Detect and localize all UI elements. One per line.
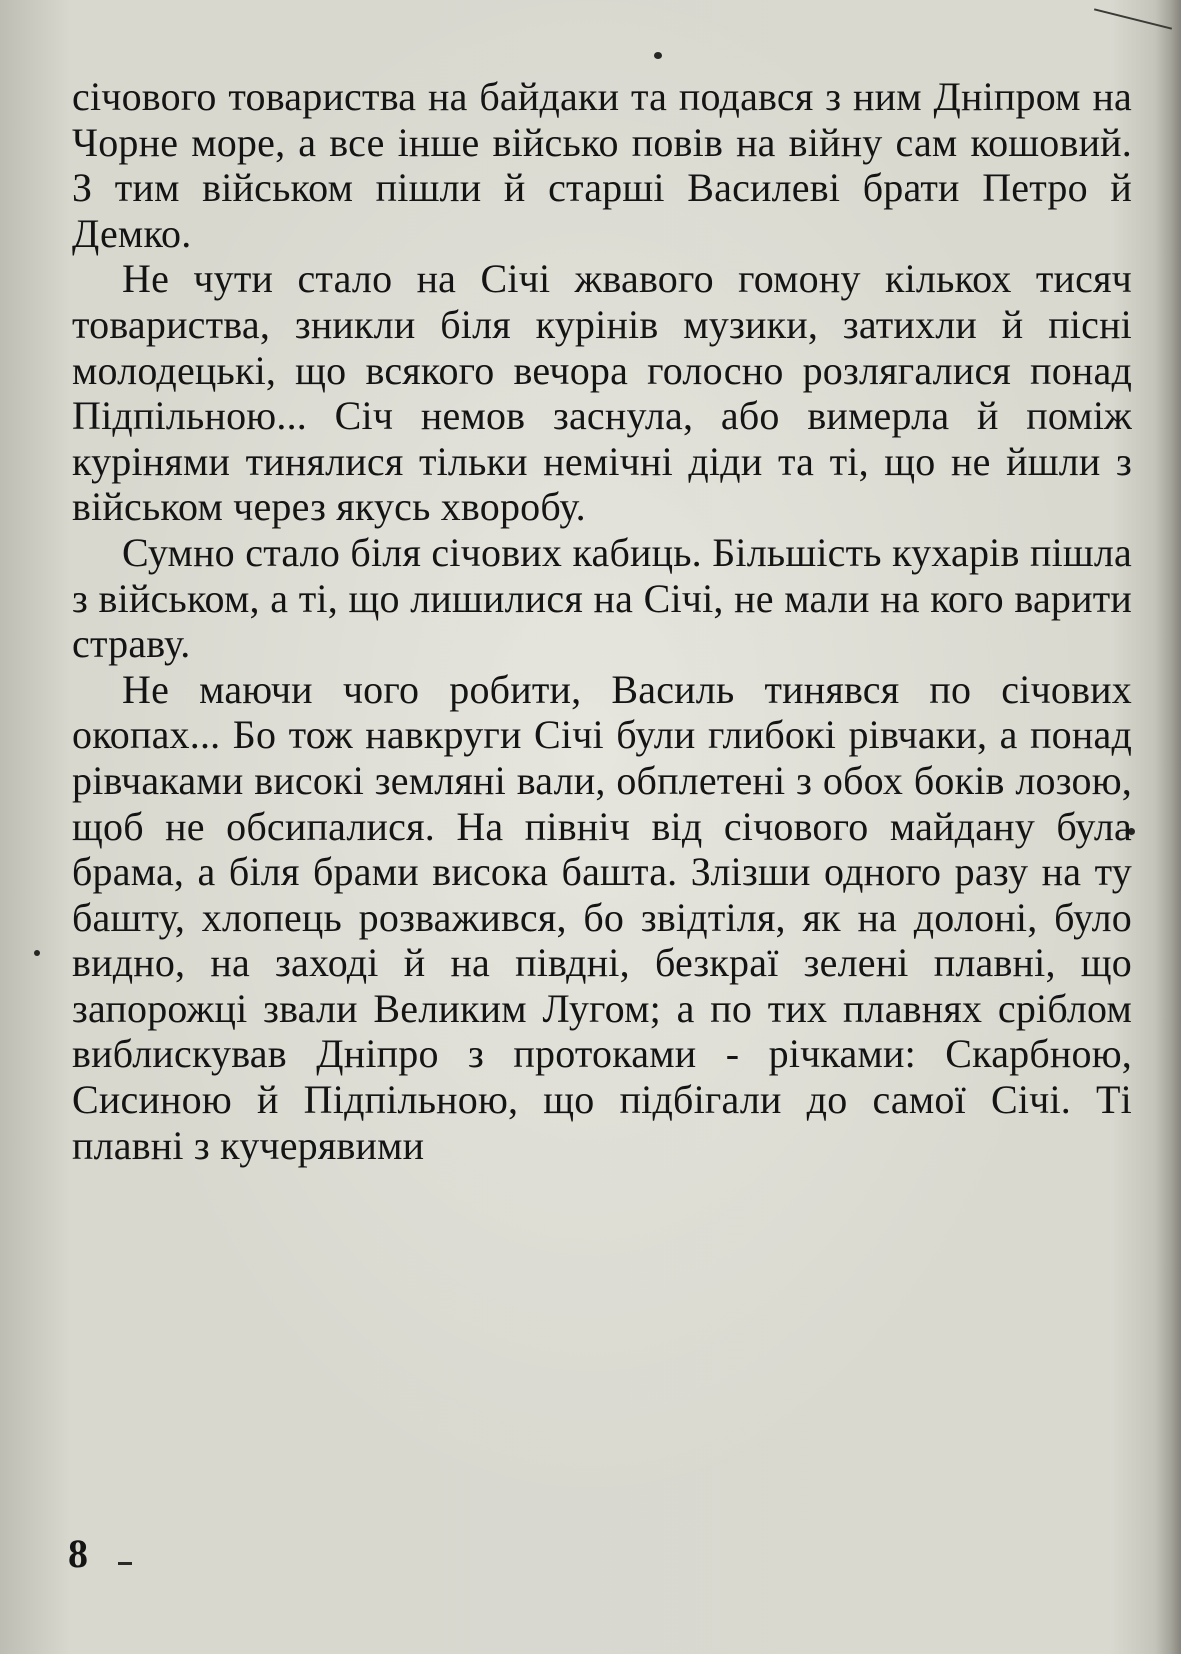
page-number-dash bbox=[118, 1562, 132, 1565]
paragraph-3: Сумно стало біля січових кабиць. Більшість кухарів пішла з військом, а ті, що лишилися на Січі, не мали на кого варити страву. bbox=[72, 529, 1132, 667]
paragraph-1: січового товариства на байдаки та подався з ним Дніпром на Чорне море, а все інше військо повів на війну сам кошовий. З тим військом пішли й старші Василеві брати Петро й Демко. bbox=[72, 74, 1132, 256]
page-fold-shadow bbox=[1155, 0, 1181, 1654]
ink-speck bbox=[34, 950, 40, 956]
paragraph-4: Не маючи чого робити, Василь тинявся по січових окопах... Бо тож навкруги Січі були глибокі рівчаки, а понад рівчаками високі земляні вали, обплетені з обох боків лозою, щоб не обсипалися. На північ від січового майдану була брама, а біля брами висока башта. Злізши одного разу на ту башту, хлопець розважився, бо звідтіля, як на долоні, було видно, на заході й на півдні, безкраї зелені плавні, що запорожці звали Великим Лугом; а по тих плавнях сріблом виблискував Дніпро з протоками - річками: Скарбною, Сисиною й Підпільною, що підбігали до самої Січі. Ті плавні з кучерявими bbox=[72, 666, 1132, 1168]
body-text bbox=[72, 74, 1132, 1168]
page-number: 8 bbox=[68, 1531, 88, 1576]
ink-speck bbox=[654, 52, 662, 59]
paragraph-2: Не чути стало на Січі жвавого гомону кількох тисяч товариства, зникли біля курінів музики, затихли й пісні молодецькі, що всякого вечора голосно розлягалися понад Підпільною... Січ немов заснула, або вимерла й поміж курінями тинялися тільки немічні діди та ті, що не йшли з військом через якусь хворобу. bbox=[72, 256, 1132, 530]
